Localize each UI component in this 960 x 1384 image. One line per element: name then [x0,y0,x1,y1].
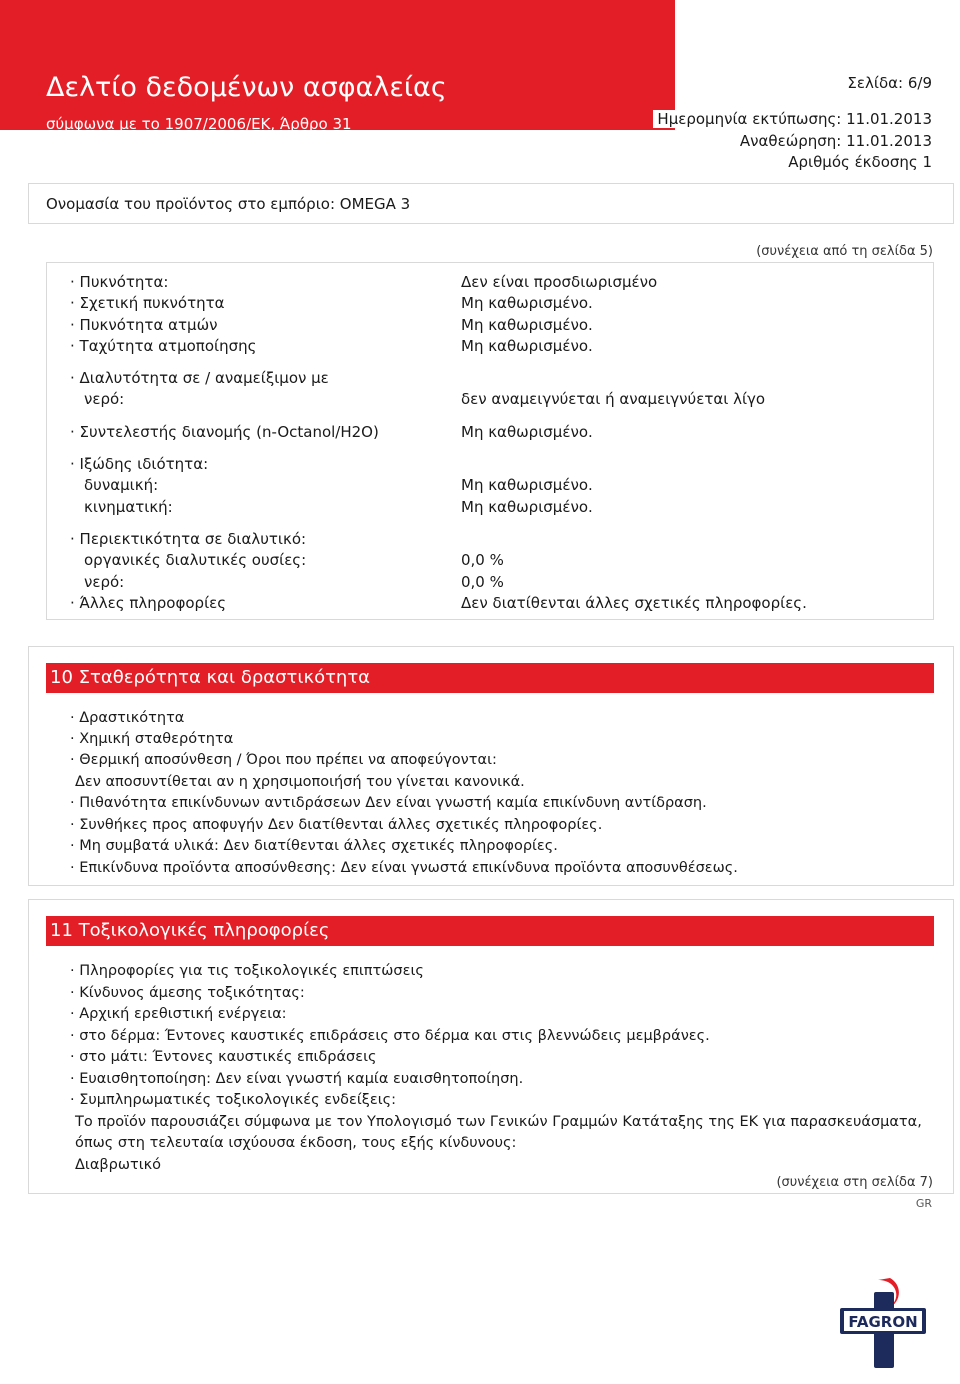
vapour-density-value: Μη καθωρισμένο. [461,316,593,334]
vapour-density-label: · Πυκνότητα ατμών [70,316,218,334]
relative-density-label: · Σχετική πυκνότητα [70,294,225,312]
incompatible-materials-label: · Μη συμβατά υλικά: [70,838,219,854]
hazardous-reactions-line [70,793,707,813]
viscosity-label: · Ιξώδης ιδιότητα: [70,455,209,473]
water-content-label: νερό: [84,573,125,591]
sensitisation-text: Δεν είναι γνωστή καμία ευαισθητοποίηση. [211,1071,524,1087]
evaporation-rate-label: · Ταχύτητα ατμοποίησης [70,337,257,355]
reactivity-label: · Δραστικότητα [70,710,185,726]
incompatible-materials-line [70,836,558,856]
conditions-to-avoid-line [70,815,602,835]
partition-coefficient-value: Μη καθωρισμένο. [461,423,593,441]
page-number: Σελίδα: 6/9 [847,74,932,92]
primary-irritant-label: · Αρχική ερεθιστική ενέργεια: [70,1006,287,1022]
solubility-water-label: νερό: [84,390,125,408]
relative-density-value: Μη καθωρισμένο. [461,294,593,312]
continued-from-note: (συνέχεια από τη σελίδα 5) [756,244,933,259]
organic-solvents-value: 0,0 % [461,551,504,569]
solubility-label: · Διαλυτότητα σε / αναμείξιμον με [70,369,329,387]
toxicological-effects-label: · Πληροφορίες για τις τοξικολογικές επιπτώσεις [70,963,424,979]
organic-solvents-label: οργανικές διαλυτικές ουσίες: [84,551,307,569]
print-date: Ημερομηνία εκτύπωσης: 11.01.2013 [653,110,932,128]
continued-to-note: (συνέχεια στη σελίδα 7) [776,1175,933,1190]
evaporation-rate-value: Μη καθωρισμένο. [461,337,593,355]
additional-toxicological-label: · Συμπληρωματικές τοξικολογικές ενδείξεις: [70,1092,396,1108]
language-code: GR [915,1197,932,1210]
revision-date: Αναθεώρηση: 11.01.2013 [739,132,932,150]
product-name: Ονομασία του προϊόντος στο εμπόριο: OMEGA 3 [46,195,411,213]
additional-toxicological-text-2: όπως στη τελευταία ισχύουσα έκδοση, τους εξής κίνδυνους: [75,1135,517,1151]
other-info-value: Δεν διατίθενται άλλες σχετικές πληροφορίες. [461,594,807,612]
sensitisation-line [70,1069,523,1089]
eye-effect-label: · στο μάτι: [70,1049,148,1065]
section-11-title: 11 Τοξικολογικές πληροφορίες [50,920,330,941]
logo-text: FAGRON [848,1313,918,1331]
dynamic-viscosity-value: Μη καθωρισμένο. [461,476,593,494]
document-title: Δελτίο δεδομένων ασφαλείας [46,72,447,103]
conditions-to-avoid-label: · Συνθήκες προς αποφυγήν [70,817,264,833]
skin-effect-text: Έντονες καυστικές επιδράσεις στο δέρμα και στις βλεννώδεις μεμβράνες. [160,1028,710,1044]
skin-effect-line [70,1026,710,1046]
header-banner [0,0,675,133]
section-10-title: 10 Σταθερότητα και δραστικότητα [50,667,371,688]
hazardous-reactions-label: · Πιθανότητα επικίνδυνων αντιδράσεων [70,795,361,811]
solvent-content-label: · Περιεκτικότητα σε διαλυτικό: [70,530,307,548]
section-10-header [46,663,934,693]
eye-effect-text: Έντονες καυστικές επιδράσεις [147,1049,377,1065]
solubility-water-value: δεν αναμειγνύεται ή αναμειγνύεται λίγο [461,390,766,408]
hazardous-reactions-text: Δεν είναι γνωστή καμία επικίνδυνη αντίδραση. [360,795,707,811]
dynamic-viscosity-label: δυναμική: [84,476,159,494]
acute-toxicity-label: · Κίνδυνος άμεσης τοξικότητας: [70,985,305,1001]
other-info-label: · Άλλες πληροφορίες [70,594,227,612]
chemical-stability-label: · Χημική σταθερότητα [70,731,234,747]
section-11-header [46,916,934,946]
thermal-decomposition-label: · Θερμική αποσύνθεση / Όροι που πρέπει να αποφεύγονται: [70,752,497,768]
fagron-logo [838,1278,928,1372]
sensitisation-label: · Ευαισθητοποίηση: [70,1071,212,1087]
skin-effect-label: · στο δέρμα: [70,1028,161,1044]
additional-toxicological-text-1: Το προϊόν παρουσιάζει σύμφωνα με τον Υπολογισμό των Γενικών Γραμμών Κατάταξης της ΕΚ για παρασκευάσματα, [75,1114,922,1130]
version-number: Αριθμός έκδοσης 1 [788,153,932,171]
decomposition-products-line [70,858,738,878]
additional-toxicological-text-3: Διαβρωτικό [75,1157,162,1173]
thermal-decomposition-text: Δεν αποσυντίθεται αν η χρησιμοποιήσή του γίνεται κανονικά. [75,774,525,790]
incompatible-materials-text: Δεν διατίθενται άλλες σχετικές πληροφορίες. [218,838,558,854]
decomposition-products-label: · Επικίνδυνα προϊόντα αποσύνθεσης: [70,860,336,876]
density-label: · Πυκνότητα: [70,273,169,291]
document-subtitle: σύμφωνα με το 1907/2006/ΕΚ, Άρθρο 31 [46,115,352,133]
eye-effect-line [70,1047,377,1067]
fagron-logo-graphic [838,1278,928,1372]
water-content-value: 0,0 % [461,573,504,591]
conditions-to-avoid-text: Δεν διατίθενται άλλες σχετικές πληροφορίες. [263,817,603,833]
product-name-box [28,183,954,224]
density-value: Δεν είναι προσδιωρισμένο [461,273,658,291]
decomposition-products-text: Δεν είναι γνωστά επικίνδυνα προϊόντα αποσυνθέσεως. [336,860,738,876]
kinematic-viscosity-label: κινηματική: [84,498,173,516]
partition-coefficient-label: · Συντελεστής διανομής (n-Octanol/H2O) [70,423,379,441]
kinematic-viscosity-value: Μη καθωρισμένο. [461,498,593,516]
